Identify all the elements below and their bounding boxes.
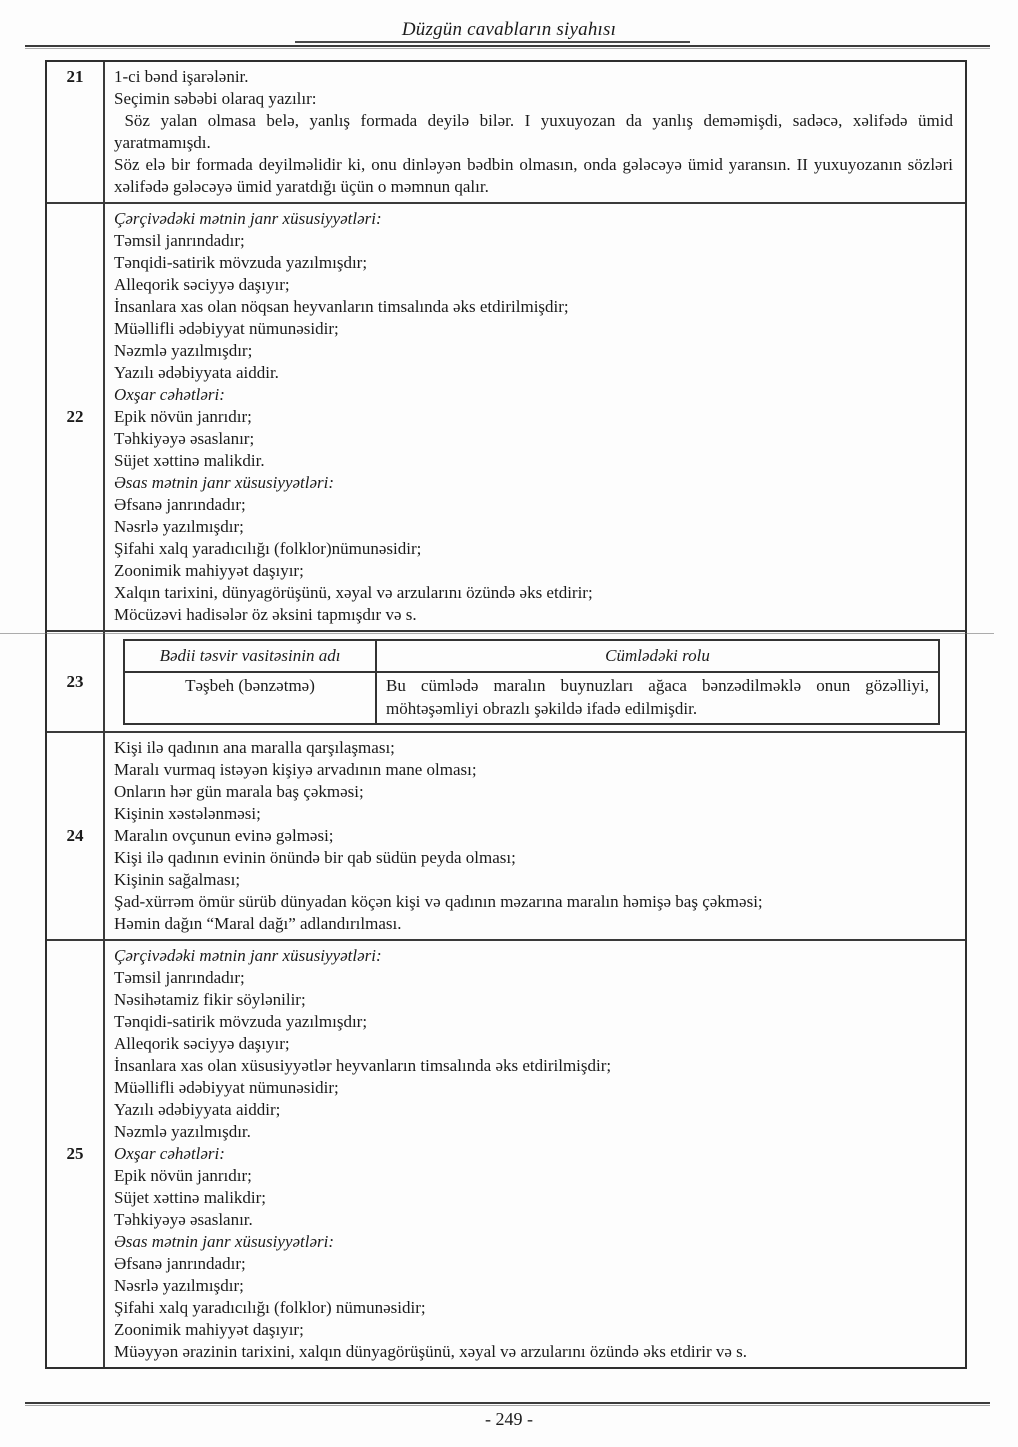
answer-line: Həmin dağın “Maral dağı” adlandırılması. — [114, 914, 402, 933]
answers-table — [45, 60, 967, 1369]
answer-line: Kişi ilə qadının evinin önündə bir qab südün peyda olması; — [114, 848, 516, 867]
answer-content-22 — [105, 204, 965, 630]
answer-content-21 — [105, 62, 965, 202]
answer-line: Əsas mətnin janr xüsusiyyətləri: — [114, 473, 335, 492]
answer-line: Maralın ovçunun evinə gəlməsi; — [114, 826, 334, 845]
answer-number-21: 21 — [47, 62, 105, 202]
answer-number-25: 25 — [47, 941, 105, 1367]
answer-line: Əsas mətnin janr xüsusiyyətləri: — [114, 1232, 335, 1251]
answer-line: Şad-xürrəm ömür sürüb dünyadan köçən kişi və qadının məzarına maralın həmişə baş çəkməsi; — [114, 892, 763, 911]
page-number: - 249 - — [485, 1409, 533, 1429]
answer-line: Nəsihətamiz fikir söylənilir; — [114, 990, 306, 1009]
answer-line: Şifahi xalq yaradıcılığı (folklor)nümunəsidir; — [114, 539, 422, 558]
footer-rule — [25, 1402, 990, 1404]
answer-line: Təmsil janrındadır; — [114, 231, 245, 250]
header-rule — [25, 45, 990, 47]
footer-rule-echo — [25, 1405, 990, 1406]
answer-line: Xalqın tarixini, dünyagörüşünü, xəyal və arzularını özündə əks etdirir; — [114, 583, 593, 602]
answer-line: Kişinin sağalması; — [114, 870, 241, 889]
answer-line: Zoonimik mahiyyət daşıyır; — [114, 1320, 304, 1339]
answer-line: Süjet xəttinə malikdir; — [114, 1188, 267, 1207]
answer-line: Tənqidi-satirik mövzuda yazılmışdır; — [114, 253, 368, 272]
answer-line: İnsanlara xas olan nöqsan heyvanların timsalında əks etdirilmişdir; — [114, 297, 569, 316]
answer-line: Söz yalan olmasa belə, yanlış formada deyilə bilər. I yuxuyozan da yanlış deməmişdi, sadəcə, xəlifədə ümid yaratmamışdı. — [114, 111, 953, 152]
answer-line: Müəllifli ədəbiyyat nümunəsidir; — [114, 319, 339, 338]
answer-line: Yazılı ədəbiyyata aiddir; — [114, 1100, 281, 1119]
inner-table-header-role: Cümlədəki rolu — [376, 640, 939, 672]
answer-number-24: 24 — [47, 733, 105, 939]
answer-line: Çərçivədəki mətnin janr xüsusiyyətləri: — [114, 209, 382, 228]
answer-line: Müəyyən ərazinin tarixini, xalqın dünyagörüşünü, xəyal və arzularını özündə əks etdirir və s. — [114, 1342, 748, 1361]
answer-line: Nəzmlə yazılmışdır; — [114, 341, 253, 360]
answer-line: Təhkiyəyə əsaslanır; — [114, 429, 255, 448]
answer-line: Kişi ilə qadının ana maralla qarşılaşması; — [114, 738, 395, 757]
inner-table — [123, 639, 940, 725]
answer-line: Zoonimik mahiyyət daşıyır; — [114, 561, 304, 580]
answer-line: Oxşar cəhətləri: — [114, 385, 225, 404]
answer-row-25 — [47, 939, 965, 1367]
answer-line: Təhkiyəyə əsaslanır. — [114, 1210, 253, 1229]
answer-line: Tənqidi-satirik mövzuda yazılmışdır; — [114, 1012, 368, 1031]
inner-table-cell-name: Təşbeh (bənzətmə) — [124, 672, 376, 724]
answer-row-22 — [47, 202, 965, 630]
answer-content-23 — [105, 632, 965, 731]
answer-line: Müəllifli ədəbiyyat nümunəsidir; — [114, 1078, 339, 1097]
answer-line: Çərçivədəki mətnin janr xüsusiyyətləri: — [114, 946, 382, 965]
answer-line: Əfsanə janrındadır; — [114, 1254, 246, 1273]
answer-line: Yazılı ədəbiyyata aiddir. — [114, 363, 279, 382]
answer-line: 1-ci bənd işarələnir. — [114, 67, 249, 86]
answer-line: Onların hər gün marala baş çəkməsi; — [114, 782, 364, 801]
answer-line: Seçimin səbəbi olaraq yazılır: — [114, 89, 317, 108]
answer-line: Şifahi xalq yaradıcılığı (folklor) nümunəsidir; — [114, 1298, 426, 1317]
inner-table-header-name: Bədii təsvir vasitəsinin adı — [124, 640, 376, 672]
answer-row-23 — [47, 630, 965, 731]
scan-artifact-line — [0, 633, 994, 634]
answer-line: Kişinin xəstələnməsi; — [114, 804, 261, 823]
answer-line: Epik növün janrıdır; — [114, 407, 252, 426]
answer-line: Söz elə bir formada deyilməlidir ki, onu dinləyən bədbin olmasın, onda gələcəyə ümid yaransın. II yuxuyozanın sözləri xəlifədə gələcəyə ümid yaratdığı üçün o məmnun qalır. — [114, 155, 953, 196]
answer-line: Oxşar cəhətləri: — [114, 1144, 225, 1163]
answer-content-24 — [105, 733, 965, 939]
answer-line: Əfsanə janrındadır; — [114, 495, 246, 514]
header-rule-bow — [295, 41, 690, 43]
answer-row-24 — [47, 731, 965, 939]
answer-line: İnsanlara xas olan xüsusiyyətlər heyvanların timsalında əks etdirilmişdir; — [114, 1056, 612, 1075]
answer-number-22: 22 — [47, 204, 105, 630]
answer-row-21 — [47, 62, 965, 202]
answer-line: Nəsrlə yazılmışdır; — [114, 517, 244, 536]
answer-line: Epik növün janrıdır; — [114, 1166, 252, 1185]
answer-content-25 — [105, 941, 965, 1367]
page-header-title: Düzgün cavabların siyahısı — [401, 19, 617, 40]
answer-line: Nəzmlə yazılmışdır. — [114, 1122, 251, 1141]
answer-number-23: 23 — [47, 632, 105, 731]
header-rule-echo — [25, 48, 990, 49]
answer-line: Alleqorik səciyyə daşıyır; — [114, 1034, 290, 1053]
answer-line: Möcüzəvi hadisələr öz əksini tapmışdır və s. — [114, 605, 417, 624]
answer-line: Maralı vurmaq istəyən kişiyə arvadının mane olması; — [114, 760, 477, 779]
answer-line: Təmsil janrındadır; — [114, 968, 245, 987]
answer-line: Süjet xəttinə malikdir. — [114, 451, 265, 470]
answer-line: Nəsrlə yazılmışdır; — [114, 1276, 244, 1295]
answer-line: Alleqorik səciyyə daşıyır; — [114, 275, 290, 294]
inner-table-cell-role: Bu cümlədə maralın buynuzları ağaca bənzədilməklə onun gözəlliyi, möhtəşəmliyi obrazlı şəkildə ifadə edilmişdir. — [376, 672, 939, 724]
